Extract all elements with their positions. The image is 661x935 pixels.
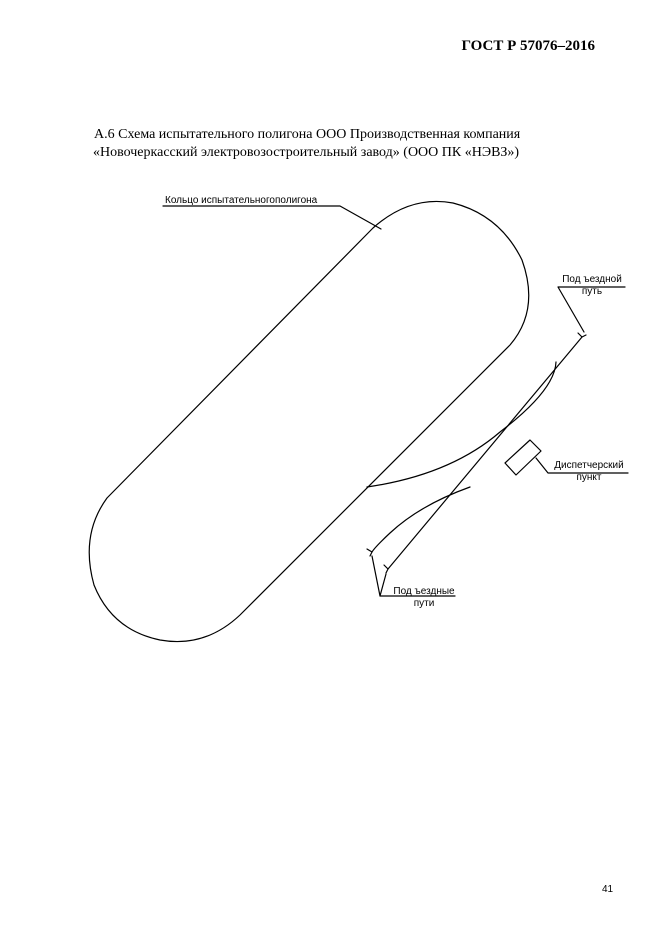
lower-siding-mark bbox=[367, 549, 372, 556]
access-tracks-label-line-1: Под ъездные bbox=[393, 586, 455, 597]
access-track-end-mark-top bbox=[578, 333, 586, 337]
access-track-label-line-1: Под ъездной bbox=[562, 274, 622, 285]
dispatch-label-line-2: пункт bbox=[576, 472, 602, 483]
access-track-label-line-2: путь bbox=[581, 286, 603, 297]
test-ring bbox=[89, 201, 529, 641]
dispatch-label bbox=[546, 460, 632, 484]
dispatch-building bbox=[505, 440, 541, 475]
standard-code: ГОСТ Р 57076–2016 bbox=[461, 38, 595, 54]
figure-caption-line-1: А.6 Схема испытательного полигона ООО Производственная компания bbox=[94, 127, 521, 142]
page-number: 41 bbox=[602, 884, 614, 895]
access-track-label bbox=[553, 274, 631, 298]
main-access-track bbox=[388, 337, 582, 569]
dispatch-label-line-1: Диспетчерский bbox=[554, 460, 624, 471]
branch-curve-upper bbox=[367, 362, 556, 487]
branch-curve-lower bbox=[372, 487, 470, 552]
ring-label-leader bbox=[163, 206, 381, 229]
access-tracks-label bbox=[384, 586, 464, 610]
ring-label: Кольцо испытательногополигона bbox=[165, 195, 318, 206]
access-tracks-label-line-2: пути bbox=[413, 598, 435, 609]
access-track-end-mark-bottom bbox=[384, 565, 388, 573]
figure-caption-line-2: «Новочеркасский электровозостроительный завод» (ООО ПК «НЭВЗ») bbox=[93, 145, 520, 160]
